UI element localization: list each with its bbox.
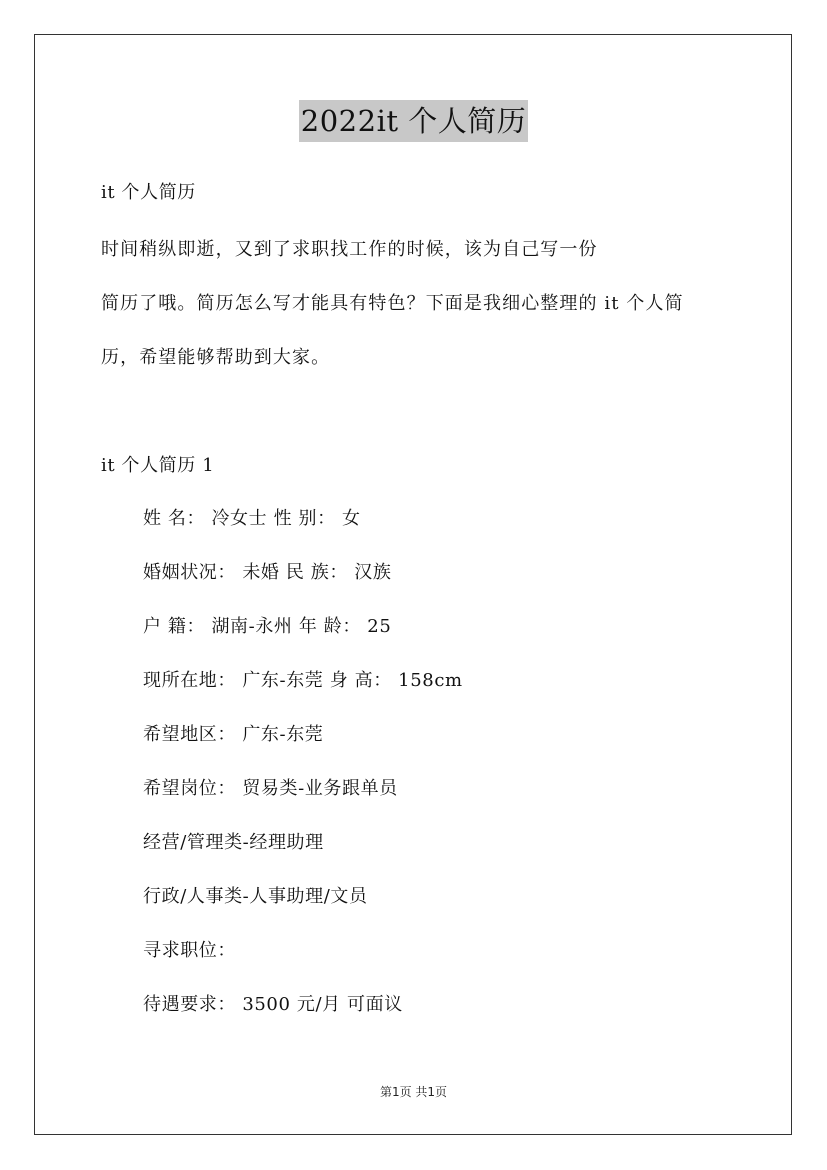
page-number: 第1页 共1页 xyxy=(379,1085,448,1099)
field-location-height: 现所在地： 广东-东莞 身 高： 158cm xyxy=(143,670,463,691)
intro-heading: it 个人简历 xyxy=(101,182,196,203)
section-heading: it 个人简历 1 xyxy=(101,455,215,476)
intro-paragraph-line-3: 历，希望能够帮助到大家。 xyxy=(101,347,331,368)
intro-paragraph-line-1: 时间稍纵即逝，又到了求职找工作的时候，该为自己写一份 xyxy=(101,239,598,260)
field-position-management: 经营/管理类-经理助理 xyxy=(143,832,324,853)
field-position-admin: 行政/人事类-人事助理/文员 xyxy=(143,886,368,907)
field-desired-region: 希望地区： 广东-东莞 xyxy=(143,724,324,745)
field-salary: 待遇要求： 3500 元/月 可面议 xyxy=(143,994,403,1015)
title-container xyxy=(0,100,827,142)
intro-paragraph-line-2: 简历了哦。简历怎么写才能具有特色？下面是我细心整理的 it 个人简 xyxy=(101,293,684,314)
field-desired-position: 希望岗位： 贸易类-业务跟单员 xyxy=(143,778,398,799)
document-title: 2022it 个人简历 xyxy=(299,100,528,142)
field-hukou-age: 户 籍： 湖南-永州 年 龄： 25 xyxy=(143,616,392,637)
field-marital-ethnicity: 婚姻状况： 未婚 民 族： 汉族 xyxy=(143,562,392,583)
field-seeking-position: 寻求职位： xyxy=(143,940,236,961)
field-name-gender: 姓 名： 冷女士 性 别： 女 xyxy=(143,508,361,529)
